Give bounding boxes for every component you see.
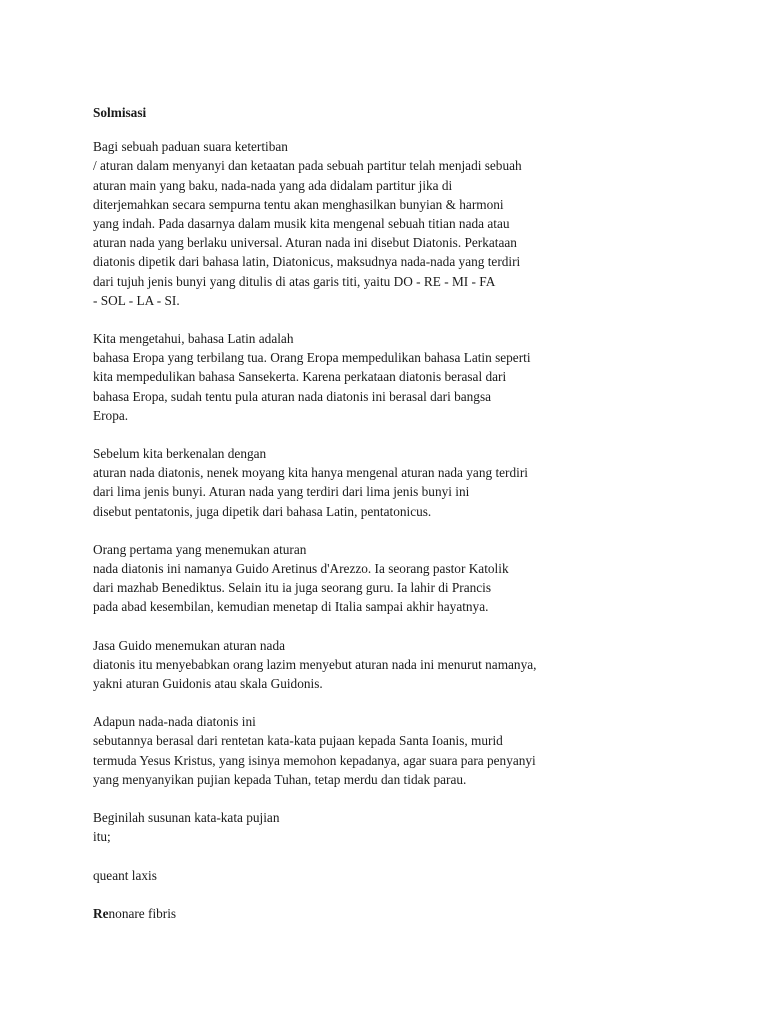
document-title: Solmisasi [93, 105, 147, 120]
text-line: bahasa Eropa, sudah tentu pula aturan nada diatonis ini berasal dari bangsa [93, 388, 492, 404]
paragraph-1 [93, 137, 733, 310]
text-line: aturan nada yang berlaku universal. Aturan nada ini disebut Diatonis. Perkataan [93, 235, 517, 251]
text-line: disebut pentatonis, juga dipetik dari bahasa Latin, pentatonicus. [93, 503, 432, 519]
text-line: Orang pertama yang menemukan aturan [93, 541, 307, 557]
paragraph-4 [93, 540, 733, 617]
text-line: Sebelum kita berkenalan dengan [93, 446, 267, 462]
paragraph-7 [93, 808, 733, 846]
text-line: / aturan dalam menyanyi dan ketaatan pada sebuah partitur telah menjadi sebuah [93, 158, 522, 174]
text-line: yakni aturan Guidonis atau skala Guidonis. [93, 676, 323, 692]
text-line: nada diatonis ini namanya Guido Aretinus d'Arezzo. Ia seorang pastor Katolik [93, 561, 509, 577]
text-line: kita mempedulikan bahasa Sansekerta. Karena perkataan diatonis berasal dari [93, 369, 507, 385]
line-rest: nonare fibris [108, 905, 177, 921]
text-line: diatonis dipetik dari bahasa latin, Diatonicus, maksudnya nada-nada yang terdiri [93, 254, 521, 270]
text-line: itu; [93, 829, 111, 845]
bold-syllable: Re [93, 905, 109, 921]
text-line: Eropa. [93, 407, 129, 423]
paragraph-5 [93, 636, 733, 694]
text-line: bahasa Eropa yang terbilang tua. Orang Eropa mempedulikan bahasa Latin seperti [93, 350, 531, 366]
text-line: Kita mengetahui, bahasa Latin adalah [93, 331, 294, 347]
text-line: Bagi sebuah paduan suara ketertiban [93, 139, 288, 155]
paragraph-6 [93, 712, 733, 789]
text-line: - SOL - LA - SI. [93, 292, 180, 308]
document-page [93, 103, 733, 942]
text-line: diterjemahkan secara sempurna tentu akan menghasilkan bunyian & harmoni [93, 196, 504, 212]
text-line: diatonis itu menyebabkan orang lazim menyebut aturan nada ini menurut namanya, [93, 656, 537, 672]
text-line: dari lima jenis bunyi. Aturan nada yang terdiri dari lima jenis bunyi ini [93, 484, 470, 500]
text-line: Adapun nada-nada diatonis ini [93, 714, 256, 730]
text-line: termuda Yesus Kristus, yang isinya memohon kepadanya, agar suara para penyanyi [93, 752, 536, 768]
text-line: dari tujuh jenis bunyi yang ditulis di atas garis titi, yaitu DO - RE - MI - FA [93, 273, 496, 289]
text-line: aturan main yang baku, nada-nada yang ada didalam partitur jika di [93, 177, 453, 193]
paragraph-9 [93, 904, 733, 923]
text-line: yang indah. Pada dasarnya dalam musik kita mengenal sebuah titian nada atau [93, 216, 510, 232]
text-line: Beginilah susunan kata-kata pujian [93, 810, 280, 826]
text-line [93, 904, 733, 923]
text-line: queant laxis [93, 867, 157, 883]
paragraph-3 [93, 444, 733, 521]
text-line: dari mazhab Benediktus. Selain itu ia juga seorang guru. Ia lahir di Prancis [93, 580, 492, 596]
paragraph-8 [93, 866, 733, 885]
text-line: yang menyanyikan pujian kepada Tuhan, tetap merdu dan tidak parau. [93, 771, 467, 787]
text-line: aturan nada diatonis, nenek moyang kita hanya mengenal aturan nada yang terdiri [93, 465, 528, 481]
text-line: sebutannya berasal dari rentetan kata-kata pujaan kepada Santa Ioanis, murid [93, 733, 503, 749]
text-line: Jasa Guido menemukan aturan nada [93, 637, 285, 653]
text-line: pada abad kesembilan, kemudian menetap di Italia sampai akhir hayatnya. [93, 599, 489, 615]
paragraph-2 [93, 329, 733, 425]
